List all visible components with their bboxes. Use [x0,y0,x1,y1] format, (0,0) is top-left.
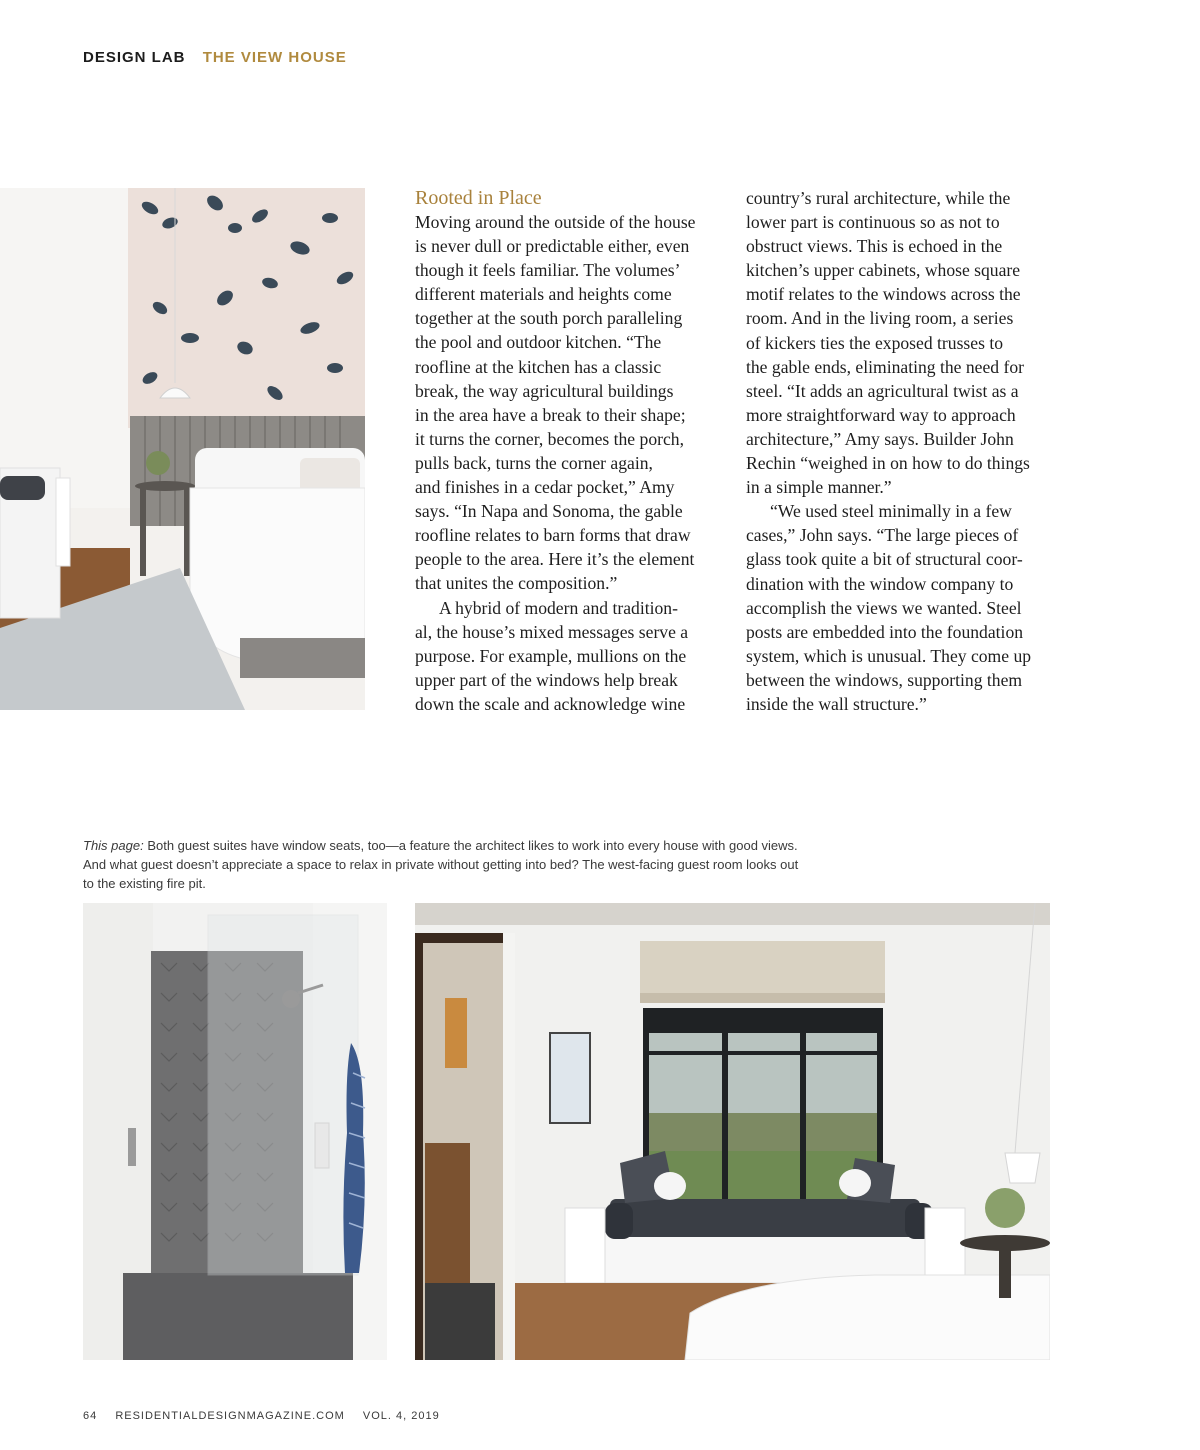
right-line: Rechin “weighed in on how to do things [746,453,1030,474]
left-line: break, the way agricultural buildings [415,380,674,401]
caption-line-2: And what guest doesn’t appreciate a space to relax in private without getting into bed? The west-facing guest room looks out [83,857,799,872]
left-line: pulls back, turns the corner again, [415,452,653,473]
running-head [83,49,347,66]
right-line: between the windows, supporting them [746,669,1023,690]
left-line: it turns the corner, becomes the porch, [415,428,684,449]
right-line: in a simple manner.” [746,477,892,498]
page-number: 64 [83,1410,98,1422]
left-line: that unites the composition.” [415,573,618,594]
caption-line-3: to the existing fire pit. [83,876,206,891]
right-line: room. And in the living room, a series [746,308,1014,329]
right-line: lower part is continuous so as not to [746,212,1000,233]
section-name: DESIGN LAB [83,49,186,66]
caption-line-1 [83,836,883,855]
left-line: though it feels familiar. The volumes’ [415,260,681,281]
volume-label: VOL. 4, 2019 [362,1410,440,1422]
right-line: system, which is unusual. They come up [746,645,1032,666]
right-line: of kickers ties the exposed trusses to [746,332,1004,353]
window-seat-illustration [415,903,1050,1360]
right-line: more straightforward way to approach [746,404,1016,425]
left-line: in the area have a break to their shape; [415,404,686,425]
guest-shower-photo [83,903,387,1360]
right-line: kitchen’s upper cabinets, whose square [746,260,1021,281]
left-line: says. “In Napa and Sonoma, the gable [415,501,683,522]
article-column-left [415,186,715,716]
left-line: people to the area. Here it’s the element [415,549,695,570]
window-seat-photo [415,903,1050,1360]
left-line: al, the house’s mixed messages serve a [415,621,689,642]
story-name: THE VIEW HOUSE [202,49,347,66]
guest-bedroom-photo [0,188,365,710]
left-line: is never dull or predictable either, even [415,236,690,257]
left-line: upper part of the windows help break [415,669,678,690]
right-line: inside the wall structure.” [746,693,927,714]
left-line: and finishes in a cedar pocket,” Amy [415,477,675,498]
right-line: accomplish the views we wanted. Steel [746,597,1022,618]
right-line: glass took quite a bit of structural coor- [746,549,1023,570]
right-line: steel. “It adds an agricultural twist as a [746,380,1019,401]
article-column-right [746,186,1051,716]
photo-caption [83,836,883,893]
guest-shower-illustration [83,903,387,1360]
article-subhead: Rooted in Place [415,187,542,209]
left-line: A hybrid of modern and tradition- [439,597,678,618]
left-line: roofline at the kitchen has a classic [415,356,662,377]
right-line: posts are embedded into the foundation [746,621,1024,642]
caption-lead: This page: [83,838,144,853]
left-line: purpose. For example, mullions on the [415,645,687,666]
guest-bedroom-illustration [0,188,365,710]
caption-text-1: Both guest suites have window seats, too—a feature the architect likes to work into every house with good views. [143,838,798,853]
left-line: together at the south porch paralleling [415,308,683,329]
left-line: Moving around the outside of the house [415,212,696,232]
folio-row [83,1410,454,1422]
right-line: architecture,” Amy says. Builder John [746,428,1014,449]
left-line: different materials and heights come [415,284,672,305]
right-line: dination with the window company to [746,573,1014,594]
website-url: RESIDENTIALDESIGNMAGAZINE.COM [115,1410,345,1422]
left-line: roofline relates to barn forms that draw [415,525,691,546]
right-line: obstruct views. This is echoed in the [746,236,1003,257]
article-body-right [746,186,1051,716]
left-line: down the scale and acknowledge wine [415,693,686,714]
right-line: “We used steel minimally in a few [770,501,1012,522]
right-line: the gable ends, eliminating the need for [746,356,1024,377]
right-line: country’s rural architecture, while the [746,188,1011,208]
left-line: the pool and outdoor kitchen. “The [415,332,662,353]
article-body-left [415,210,715,716]
right-line: cases,” John says. “The large pieces of [746,525,1019,546]
right-line: motif relates to the windows across the [746,284,1021,305]
